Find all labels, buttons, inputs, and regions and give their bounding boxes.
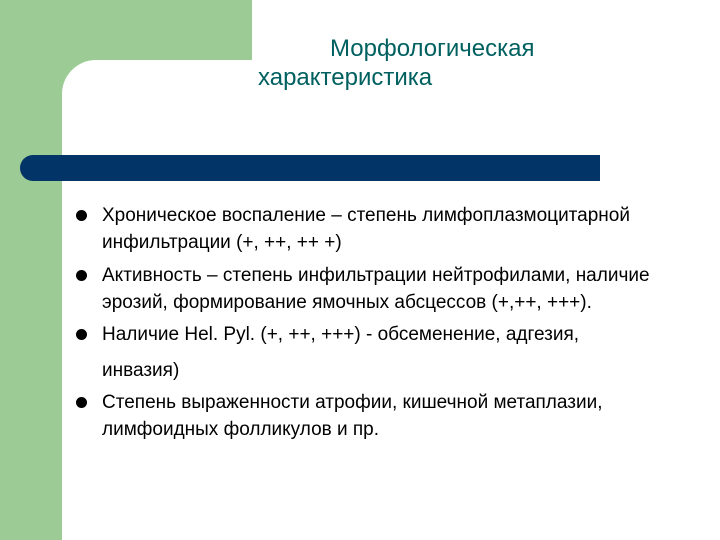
bullet-item bbox=[74, 389, 654, 443]
title-divider-bar bbox=[20, 155, 600, 181]
slide-title: Морфологическая характеристика bbox=[258, 35, 535, 91]
bullet-item bbox=[74, 262, 654, 316]
bullet-dot-icon bbox=[76, 329, 87, 340]
bullet-text: Степень выраженности атрофии, кишечной метаплазии, лимфоидных фолликулов и пр. bbox=[102, 392, 603, 440]
bullet-text: Хроническое воспаление – степень лимфоплазмоцитарной инфильтрации (+, ++, ++ +) bbox=[102, 205, 630, 253]
bullet-list bbox=[74, 202, 654, 449]
bullet-dot-icon bbox=[76, 270, 87, 281]
bullet-item bbox=[74, 202, 654, 256]
bullet-text: Активность – степень инфильтрации нейтрофилами, наличие эрозий, формирование ямочных абсцессов (+,++, +++). bbox=[102, 265, 650, 313]
bullet-dot-icon bbox=[76, 397, 87, 408]
bullet-item bbox=[74, 317, 654, 389]
bullet-dot-icon bbox=[76, 210, 87, 221]
bullet-text: Наличие Hel. Pyl. (+, ++, +++) - обсеменение, адгезия, инвазия) bbox=[102, 324, 580, 381]
